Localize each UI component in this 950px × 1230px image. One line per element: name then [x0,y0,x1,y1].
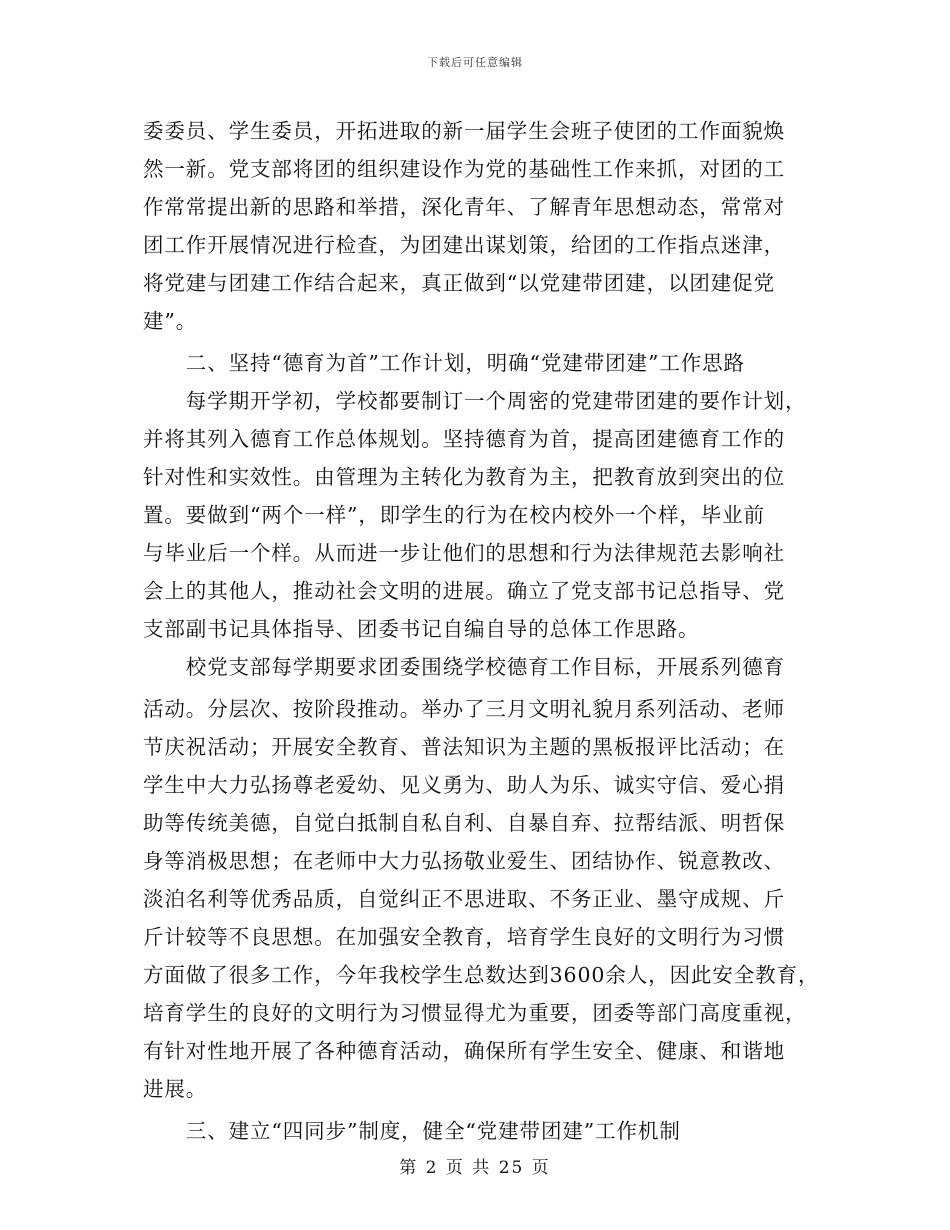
text-line: 针对性和实效性。由管理为主转化为教育为主，把教育放到突出的位 [143,465,785,489]
text-line: 方面做了很多工作，今年我校学生总数达到3600余人，因此安全教育， [143,963,820,987]
text-line: 培育学生的良好的文明行为习惯显得尤为重要，团委等部门高度重视， [143,1001,807,1025]
text-line: 身等消极思想；在老师中大力弘扬敬业爱生、团结协作、锐意教改、 [143,849,785,873]
text-line: 节庆祝活动；开展安全教育、普法知识为主题的黑板报评比活动；在 [143,735,785,759]
text-line: 活动。分层次、按阶段推动。举办了三月文明礼貌月系列活动、老师 [143,697,785,721]
text-line: 作常常提出新的思路和举措，深化青年、了解青年思想动态，常常对 [143,195,785,219]
document-body [143,112,820,1150]
text-line: 置。要做到“两个一样”，即学生的行为在校内校外一个样，毕业前 [143,503,765,527]
text-line: 将党建与团建工作结合起来，真正做到“以党建带团建，以团建促党 [143,271,775,295]
text-line: 委委员、学生委员，开拓进取的新一届学生会班子使团的工作面貌焕 [143,119,785,143]
text-line: 淡泊名利等优秀品质，自觉纠正不思进取、不务正业、墨守成规、斤 [143,887,785,911]
text-line: 学生中大力弘扬尊老爱幼、见义勇为、助人为乐、诚实守信、爱心捐 [143,773,785,797]
section-heading: 二、坚持“德育为首”工作计划，明确“党建带团建”工作思路 [143,351,745,375]
text-line: 建”。 [143,309,198,333]
text-line: 每学期开学初，学校都要制订一个周密的党建带团建的要作计划， [143,389,807,413]
text-line: 团工作开展情况进行检查，为团建出谋划策，给团的工作指点迷津， [143,233,785,257]
text-line: 校党支部每学期要求团委围绕学校德育工作目标，开展系列德育 [143,655,785,679]
page-footer: 第 2 页 共 25 页 [399,1158,551,1178]
text-line: 进展。 [143,1077,208,1101]
text-line: 与毕业后一个样。从而进一步让他们的思想和行为法律规范去影响社 [143,541,785,565]
text-line: 斤计较等不良思想。在加强安全教育，培育学生良好的文明行为习惯 [143,925,785,949]
section-heading: 三、建立“四同步”制度，健全“党建带团建”工作机制 [143,1119,681,1143]
text-line: 然一新。党支部将团的组织建设作为党的基础性工作来抓，对团的工 [143,157,785,181]
page-header: 下载后可任意编辑 [427,56,523,69]
text-line: 并将其列入德育工作总体规划。坚持德育为首，提高团建德育工作的 [143,427,785,451]
text-line: 会上的其他人，推动社会文明的进展。确立了党支部书记总指导、党 [143,579,785,603]
text-line: 支部副书记具体指导、团委书记自编自导的总体工作思路。 [143,617,700,641]
text-line: 助等传统美德，自觉白抵制自私自利、自暴自弃、拉帮结派、明哲保 [143,811,785,835]
text-line: 有针对性地开展了各种德育活动，确保所有学生安全、健康、和谐地 [143,1039,785,1063]
